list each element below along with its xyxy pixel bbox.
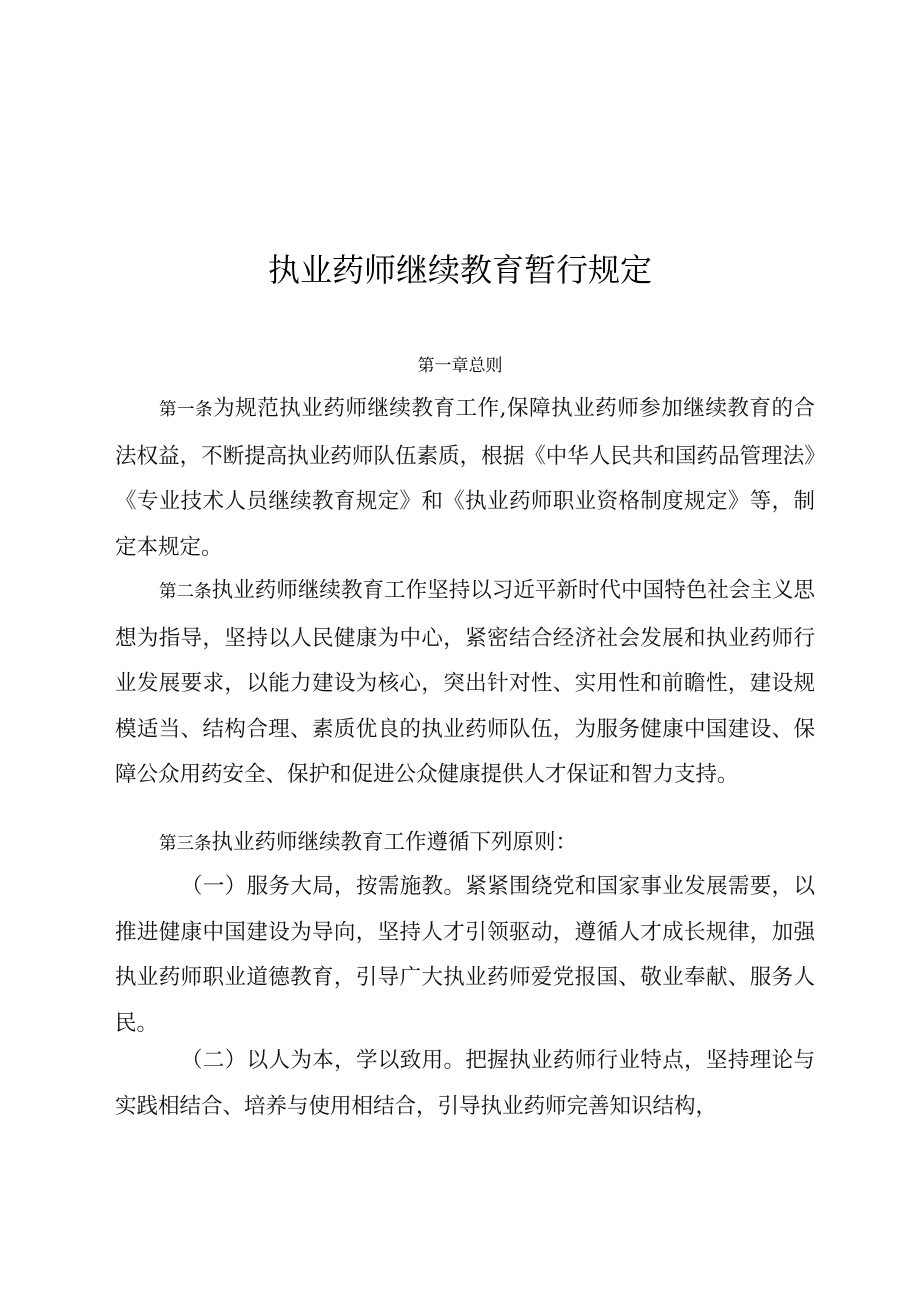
chapter-heading: 第一章总则 — [417, 356, 503, 376]
principle-2-text: （二）以人为本，学以致用。把握执业药师行业特点，坚持理论与实践相结合、培养与使用相结合，引导执业药师完善知识结构， — [115, 1048, 815, 1119]
principle-2 — [115, 1038, 815, 1129]
document-title: 执业药师继续教育暂行规定 — [267, 251, 652, 289]
article-3-text: 执业药师继续教育工作遵循下列原则： — [211, 830, 578, 855]
article-1-text: 为规范执业药师继续教育工作,保障执业药师参加继续教育的合法权益，不断提高执业药师队伍素质，根据《中华人民共和国药品管理法》《专业技术人员继续教育规定》和《执业药师职业资格制度规定》等，制定本规定。 — [115, 396, 816, 560]
article-3-lead: 第三条 — [159, 834, 212, 854]
article-3 — [115, 820, 815, 868]
article-1-lead: 第一条 — [159, 400, 214, 420]
principle-1 — [115, 864, 815, 1046]
article-2-text: 执业药师继续教育工作坚持以习近平新时代中国特色社会主义思想为指导，坚持以人民健康为中心，紧密结合经济社会发展和执业药师行业发展要求，以能力建设为核心，突出针对性、实用性和前瞻性，建设规模适当、结构合理、素质优良的执业药师队伍，为服务健康中国建设、保障公众用药安全、保护和促进公众健康提供人才保证和智力支持。 — [115, 578, 815, 788]
article-2 — [115, 568, 815, 798]
principle-1-text: （一）服务大局，按需施教。紧紧围绕党和国家事业发展需要，以推进健康中国建设为导向，坚持人才引领驱动，遵循人才成长规律，加强执业药师职业道德教育，引导广大执业药师爱党报国、敬业奉献、服务人民。 — [115, 874, 815, 1036]
article-1 — [115, 386, 815, 570]
article-2-lead: 第二条 — [159, 582, 212, 602]
